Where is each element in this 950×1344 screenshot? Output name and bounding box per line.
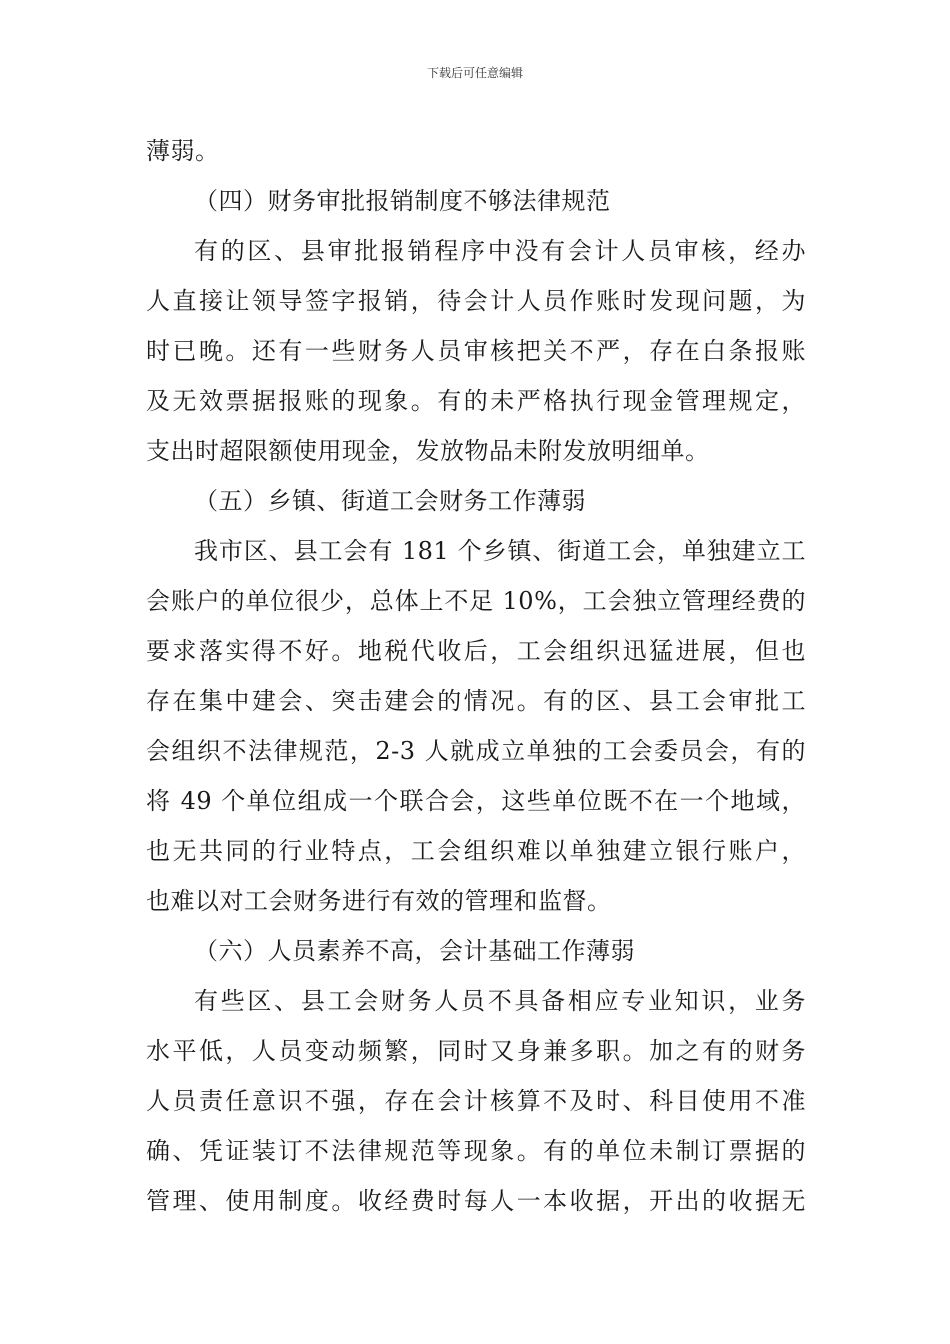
paragraph-line: 人员责任意识不强，存在会计核算不及时、科目使用不准 [146,1087,806,1115]
paragraph-line: 确、凭证装订不法律规范等现象。有的单位未制订票据的 [146,1137,806,1165]
paragraph-line: 时已晚。还有一些财务人员审核把关不严，存在白条报账 [146,337,806,365]
paragraph-line: 将 49 个单位组成一个联合会，这些单位既不在一个地域， [146,787,806,815]
section-heading-5: （五）乡镇、街道工会财务工作薄弱 [194,487,586,515]
paragraph-line: 有的区、县审批报销程序中没有会计人员审核，经办 [194,237,806,265]
paragraph-line: 及无效票据报账的现象。有的未严格执行现金管理规定， [146,387,806,415]
paragraph-line: 我市区、县工会有 181 个乡镇、街道工会，单独建立工 [194,537,806,565]
paragraph-line: 存在集中建会、突击建会的情况。有的区、县工会审批工 [146,687,806,715]
paragraph-line: 管理、使用制度。收经费时每人一本收据，开出的收据无 [146,1187,806,1215]
document-body [146,126,806,1226]
text-line: 薄弱。 [146,137,220,165]
paragraph-line: 也无共同的行业特点，工会组织难以单独建立银行账户， [146,837,806,865]
paragraph-line: 要求落实得不好。地税代收后，工会组织迅猛进展，但也 [146,637,806,665]
paragraph-line: 会组织不法律规范，2-3 人就成立单独的工会委员会，有的 [146,737,806,765]
paragraph-line: 人直接让领导签字报销，待会计人员作账时发现问题，为 [146,287,806,315]
section-heading-6: （六）人员素养不高，会计基础工作薄弱 [194,937,635,965]
paragraph-line: 也难以对工会财务进行有效的管理和监督。 [146,887,612,915]
page-header: 下载后可任意编辑 [426,66,523,80]
section-heading-4: （四）财务审批报销制度不够法律规范 [194,187,611,215]
paragraph-line: 会账户的单位很少，总体上不足 10%，工会独立管理经费的 [146,587,806,615]
paragraph-line: 水平低，人员变动频繁，同时又身兼多职。加之有的财务 [146,1037,806,1065]
paragraph-line: 有些区、县工会财务人员不具备相应专业知识，业务 [194,987,806,1015]
paragraph-line: 支出时超限额使用现金，发放物品未附发放明细单。 [146,437,710,465]
